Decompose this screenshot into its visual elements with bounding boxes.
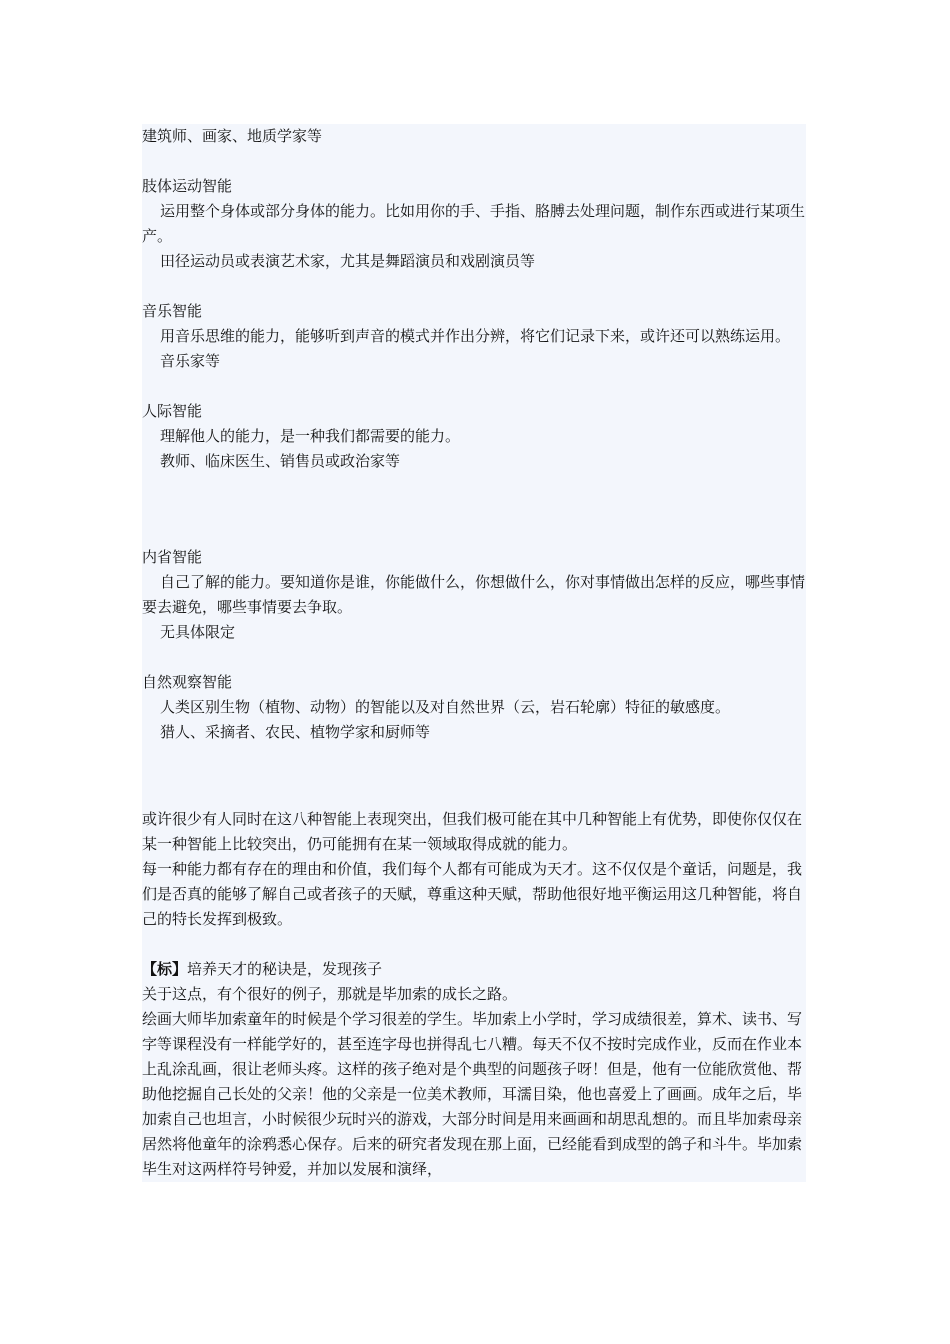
section-jobs-interpersonal: 教师、临床医生、销售员或政治家等 bbox=[160, 452, 401, 470]
spacer bbox=[142, 374, 806, 399]
section-desc-interpersonal: 理解他人的能力，是一种我们都需要的能力。 bbox=[160, 427, 461, 445]
section-jobs-intrapersonal: 无具体限定 bbox=[160, 623, 236, 641]
spacer bbox=[142, 645, 806, 670]
section-title-musical: 音乐智能 bbox=[142, 302, 203, 320]
section-jobs-musical: 音乐家等 bbox=[160, 352, 221, 370]
heading-text: 培养天才的秘诀是，发现孩子 bbox=[187, 960, 383, 978]
section-title-intrapersonal: 内省智能 bbox=[142, 548, 203, 566]
section-desc-intrapersonal: 自己了解的能力。要知道你是谁，你能做什么，你想做什么，你对事情做出怎样的反应，哪些事情要去避免，哪些事情要去争取。 bbox=[142, 573, 806, 616]
section-desc-musical: 用音乐思维的能力，能够听到声音的模式并作出分辨，将它们记录下来，或许还可以熟练运用。 bbox=[160, 327, 791, 345]
section-title-bodily: 肢体运动智能 bbox=[142, 177, 233, 195]
section-title-naturalist: 自然观察智能 bbox=[142, 673, 233, 691]
spacer bbox=[142, 745, 806, 807]
section-jobs-bodily: 田径运动员或表演艺术家，尤其是舞蹈演员和戏剧演员等 bbox=[160, 252, 536, 270]
section-desc-bodily: 运用整个身体或部分身体的能力。比如用你的手、手指、胳膊去处理问题，制作东西或进行某项生产。 bbox=[142, 202, 806, 245]
section-desc-naturalist: 人类区别生物（植物、动物）的智能以及对自然世界（云，岩石轮廓）特征的敏感度。 bbox=[160, 698, 731, 716]
section-heading bbox=[142, 957, 806, 982]
spacer bbox=[142, 932, 806, 957]
paragraph: 或许很少有人同时在这八种智能上表现突出，但我们极可能在其中几种智能上有优势，即使你仅仅在某一种智能上比较突出，仍可能拥有在某一领域取得成就的能力。 bbox=[142, 810, 803, 853]
section-jobs-naturalist: 猎人、采摘者、农民、植物学家和厨师等 bbox=[160, 723, 431, 741]
document-body bbox=[142, 124, 806, 1182]
paragraph: 每一种能力都有存在的理由和价值，我们每个人都有可能成为天才。这不仅仅是个童话，问题是，我们是否真的能够了解自己或者孩子的天赋，尊重这种天赋，帮助他很好地平衡运用这几种智能，将自己的特长发挥到极致。 bbox=[142, 860, 803, 928]
spacer bbox=[142, 149, 806, 174]
spacer bbox=[142, 274, 806, 299]
paragraph: 关于这点，有个很好的例子，那就是毕加索的成长之路。 bbox=[142, 985, 518, 1003]
paragraph: 绘画大师毕加索童年的时候是个学习很差的学生。毕加索上小学时，学习成绩很差，算术、读书、写字等课程没有一样能学好的，甚至连字母也拼得乱七八糟。每天不仅不按时完成作业，反而在作业本上乱涂乱画，很让老师头疼。这样的孩子绝对是个典型的问题孩子呀！但是，他有一位能欣赏他、帮助他挖掘自己长处的父亲！他的父亲是一位美术教师，耳濡目染，他也喜爱上了画画。成年之后，毕加索自己也坦言，小时候很少玩时兴的游戏，大部分时间是用来画画和胡思乱想的。而且毕加索母亲居然将他童年的涂鸦悉心保存。后来的研究者发现在那上面，已经能看到成型的鸽子和斗牛。毕加索毕生对这两样符号钟爱，并加以发展和演绎， bbox=[142, 1010, 803, 1178]
section-title-interpersonal: 人际智能 bbox=[142, 402, 203, 420]
spacer bbox=[142, 474, 806, 545]
heading-tag: 【标】 bbox=[142, 960, 188, 978]
text-line: 建筑师、画家、地质学家等 bbox=[142, 127, 323, 145]
